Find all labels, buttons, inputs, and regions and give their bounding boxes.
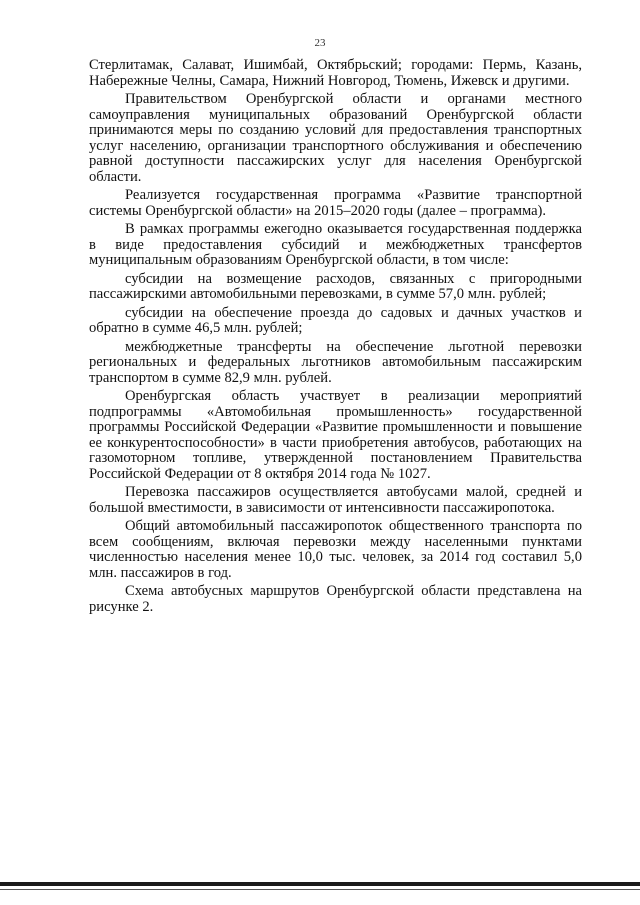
- paragraph: В рамках программы ежегодно оказывается государственная поддержка в виде предоставления субсидий и межбюджетных трансфертов муниципальным образованиям Оренбургской области, в том числе:: [89, 221, 582, 268]
- page-number: 23: [314, 37, 326, 49]
- paragraph: Общий автомобильный пассажиропоток общественного транспорта по всем сообщениям, включая перевозки между населенными пунктами численностью населения менее 10,0 тыс. человек, за 2014 год составил 5,0 млн. пассажиров в год.: [89, 518, 582, 581]
- document-body: [89, 58, 582, 618]
- paragraph: Оренбургская область участвует в реализации мероприятий подпрограммы «Автомобильная промышленность» государственной программы Российской Федерации «Развитие промышленности и повышение ее конкурентоспособности» в части приобретения автобусов, работающих на газомоторном топливе, утвержденной постановлением Правительства Российской Федерации от 8 октября 2014 года № 1027.: [89, 388, 582, 482]
- paragraph: Стерлитамак, Салават, Ишимбай, Октябрьский; городами: Пермь, Казань, Набережные Челны, Самара, Нижний Новгород, Тюмень, Ижевск и другими.: [89, 57, 582, 89]
- paragraph: межбюджетные трансферты на обеспечение льготной перевозки региональных и федеральных льготников автомобильным пассажирским транспортом в сумме 82,9 млн. рублей.: [89, 338, 582, 386]
- page-bottom-border-thin: [0, 889, 640, 890]
- paragraph: Правительством Оренбургской области и органами местного самоуправления муниципальных образований Оренбургской области принимаются меры по созданию условий для предоставления транспортных услуг населению, организации транспортного обслуживания и обеспечению равной доступности пассажирских услуг для населения Оренбургской области.: [89, 91, 582, 185]
- paragraph: Перевозка пассажиров осуществляется автобусами малой, средней и большой вместимости, в зависимости от интенсивности пассажиропотока.: [89, 484, 582, 516]
- paragraph: субсидии на обеспечение проезда до садовых и дачных участков и обратно в сумме 46,5 млн. рублей;: [89, 304, 582, 336]
- paragraph: Схема автобусных маршрутов Оренбургской области представлена на рисунке 2.: [89, 583, 582, 615]
- paragraph: субсидии на возмещение расходов, связанных с пригородными пассажирскими автомобильными перевозками, в сумме 57,0 млн. рублей;: [89, 270, 582, 302]
- paragraph: Реализуется государственная программа «Развитие транспортной системы Оренбургской области» на 2015–2020 годы (далее – программа).: [89, 187, 582, 219]
- page-bottom-border: [0, 882, 640, 886]
